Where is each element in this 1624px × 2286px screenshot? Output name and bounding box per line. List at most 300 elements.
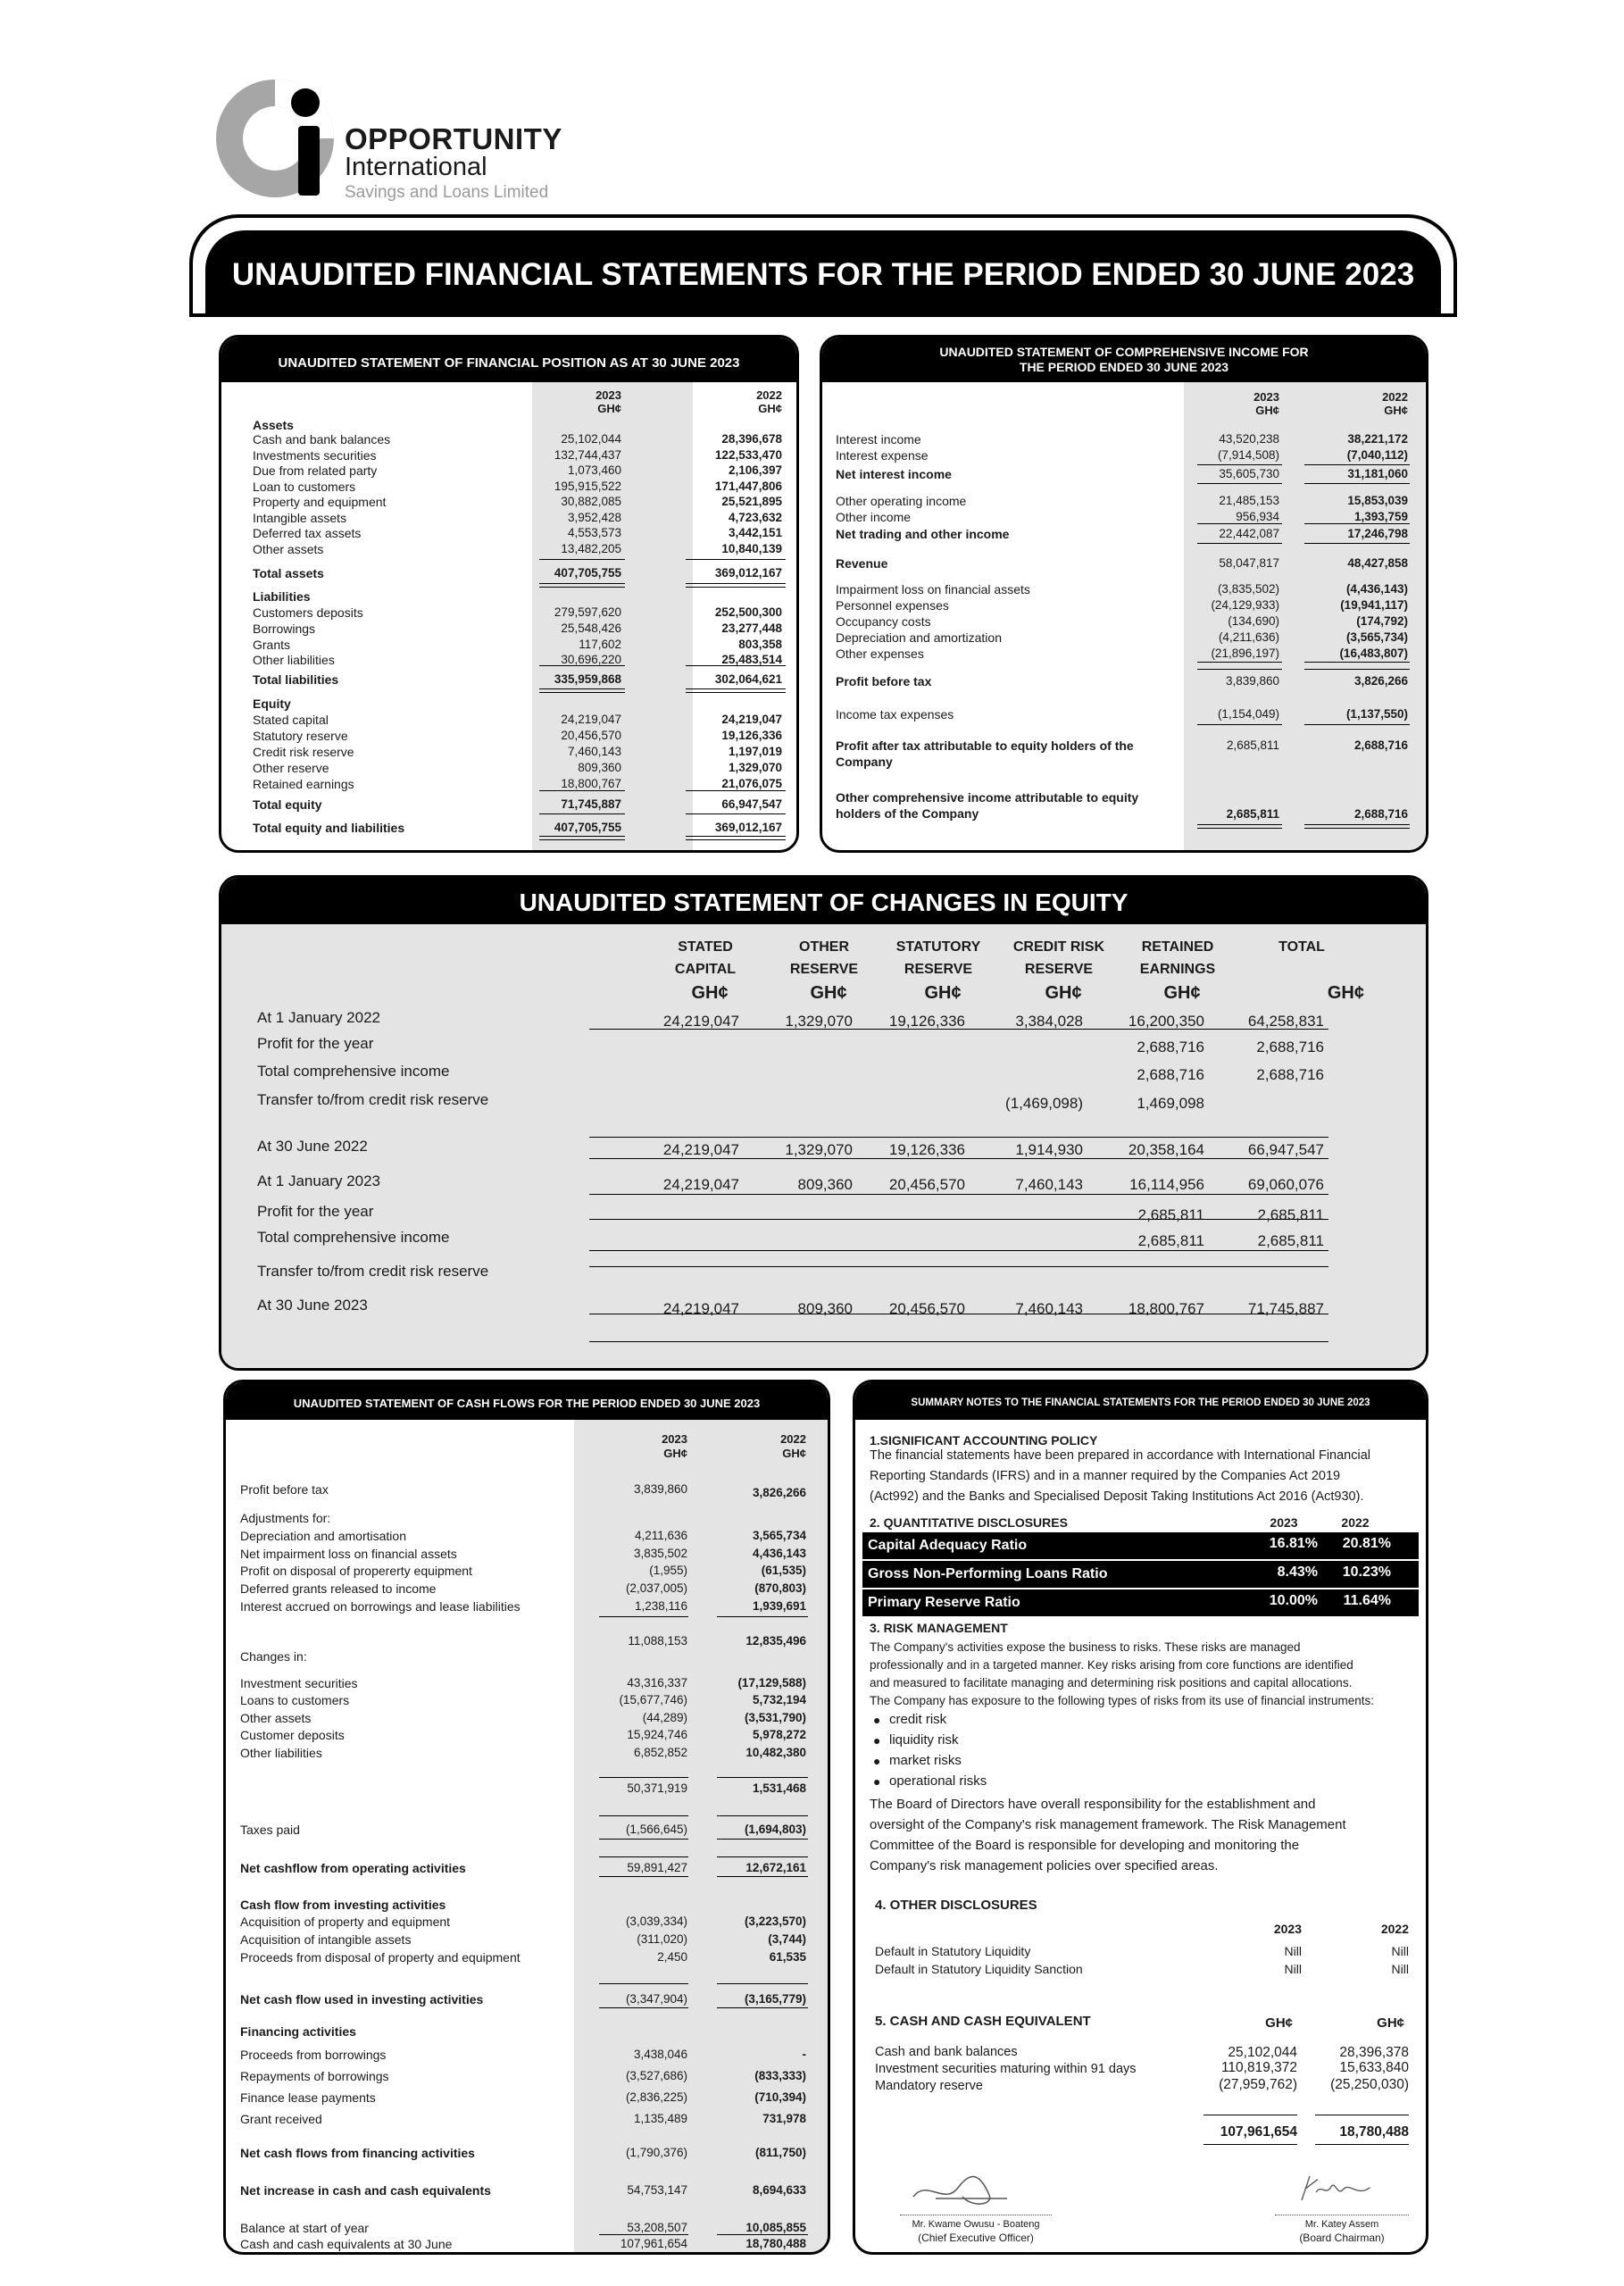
cf-row-value-2022: 731,978: [762, 2112, 806, 2125]
brand-name: OPPORTUNITY: [345, 122, 562, 155]
fp-year-2023: 2023: [595, 388, 621, 402]
ci-title-line1: UNAUDITED STATEMENT OF COMPREHENSIVE INCOME FOR: [939, 345, 1309, 359]
ci-rule: [1197, 662, 1282, 663]
ce-row-label: Profit for the year: [257, 1203, 374, 1220]
ci-row-label: Interest expense: [836, 448, 929, 463]
main-title: UNAUDITED FINANCIAL STATEMENTS FOR THE PERIOD ENDED 30 JUNE 2023: [205, 230, 1441, 313]
ce-col-header-l2: CAPITAL: [674, 962, 737, 977]
chairman-name: Mr. Katey Assem: [1304, 2219, 1379, 2230]
fp-rule: [686, 813, 786, 814]
cf-row-value-2023: (3,039,334): [625, 1915, 687, 1928]
ce-row-value: 1,914,930: [1015, 1141, 1083, 1158]
ce-col-header-l2: RESERVE: [1024, 962, 1094, 977]
ce-row-value: 24,219,047: [662, 1141, 739, 1158]
ci-row-value-2022: (7,040,112): [1346, 448, 1408, 462]
fp-rule: [686, 559, 786, 560]
fp-row-label: Liabilities: [253, 589, 311, 604]
cf-row-label: Adjustments for:: [240, 1511, 331, 1525]
cf-row-value-2023: 43,316,337: [627, 1676, 687, 1689]
fp-rule: [539, 665, 625, 666]
fp-row-label: Total equity: [253, 797, 322, 812]
ratio-label: Capital Adequacy Ratio: [868, 1538, 1028, 1553]
cf-row-value-2022: (3,165,779): [744, 1992, 806, 2006]
changes-in-equity-title: UNAUDITED STATEMENT OF CHANGES IN EQUITY: [221, 878, 1426, 924]
cf-row-value-2023: 3,839,860: [633, 1482, 687, 1496]
cf-row-value-2022: 12,672,161: [745, 1861, 806, 1874]
cf-row-value-2023: 2,450: [657, 1950, 687, 1964]
ce-rule: [589, 1194, 1328, 1195]
ce-row-value: 7,460,143: [1015, 1176, 1083, 1193]
chairman-role: (Board Chairman): [1299, 2232, 1385, 2244]
ce-rule: [589, 1029, 1328, 1030]
fp-rule: [539, 813, 625, 814]
ci-row-value-2022: (3,565,734): [1345, 630, 1408, 644]
cf-row-value-2023: 11,088,153: [628, 1634, 687, 1648]
cf-row-value-2023: 59,891,427: [627, 1861, 687, 1874]
ci-row-label: Occupancy costs: [836, 614, 931, 629]
note4-value-2023: Nill: [1284, 1944, 1302, 1958]
cf-row-value-2022: (17,129,588): [737, 1676, 806, 1689]
ci-rule: [1304, 543, 1410, 544]
ci-row-label-cont: Company: [836, 755, 893, 769]
ci-rule: [1197, 724, 1282, 725]
fp-rule: [686, 583, 786, 584]
cf-row-value-2022: (870,803): [754, 1581, 806, 1595]
ce-row-value: 2,685,811: [1257, 1206, 1324, 1223]
note3-text-line: The Company's activities expose the business to risks. These risks are managed: [870, 1640, 1301, 1654]
cf-col-shade: [574, 1420, 829, 2252]
ce-col-header-l1: CREDIT RISK: [1012, 939, 1105, 955]
cf-rule: [599, 1983, 688, 1984]
fp-cur-2023: GH¢: [597, 402, 621, 415]
ci-row-label: Interest income: [836, 432, 921, 446]
fp-row-value-2022: 1,329,070: [728, 761, 782, 774]
cf-year-2022: 2022: [780, 1432, 806, 1446]
note2-year-2023: 2023: [1270, 1515, 1298, 1530]
fp-row-value-2022: 1,197,019: [728, 745, 782, 758]
fp-row-value-2022: 369,012,167: [714, 821, 782, 834]
cf-row-label: Other assets: [240, 1711, 312, 1725]
fp-row-value-2023: 407,705,755: [554, 821, 621, 834]
fp-rule: [539, 559, 625, 560]
ci-row-value-2022: (4,436,143): [1345, 582, 1408, 596]
ci-rule: [1197, 483, 1282, 484]
fp-rule: [539, 790, 625, 791]
fp-row-value-2023: 25,102,044: [561, 432, 621, 446]
note4-row-label: Default in Statutory Liquidity: [875, 1944, 1031, 1958]
cf-rule: [599, 1815, 688, 1816]
cf-row-value-2023: 15,924,746: [627, 1728, 687, 1741]
cf-row-value-2023: 6,852,852: [633, 1746, 687, 1759]
brand-sub: International: [345, 153, 487, 181]
fp-row-value-2022: 2,106,397: [728, 463, 782, 477]
fp-row-label: Cash and bank balances: [253, 432, 391, 446]
fp-row-label: Equity: [253, 697, 291, 711]
ce-col-currency: GH¢: [1045, 983, 1082, 1003]
ce-row-value: 1,329,070: [785, 1013, 853, 1030]
ce-row-value: 2,685,811: [1257, 1232, 1324, 1249]
cf-rule: [599, 2007, 688, 2008]
fp-row-value-2023: 195,915,522: [554, 480, 621, 493]
ci-row-value-2023: 58,047,817: [1219, 556, 1279, 570]
fp-rule: [686, 790, 786, 791]
cf-row-value-2023: (1,566,645): [625, 1823, 687, 1836]
cf-row-value-2023: 3,438,046: [633, 2048, 687, 2061]
note1-text-line: The financial statements have been prepared in accordance with International Financial: [870, 1448, 1371, 1463]
note1-text-line: (Act992) and the Banks and Specialised Deposit Taking Institutions Act 2016 (Act930).: [870, 1489, 1364, 1504]
note5-total-2023: 107,961,654: [1220, 2124, 1297, 2140]
fp-row-label: Statutory reserve: [253, 729, 348, 743]
cf-row-value-2022: 5,978,272: [752, 1728, 806, 1741]
fp-row-label: Total equity and liabilities: [253, 821, 405, 835]
cf-row-value-2023: 4,211,636: [634, 1529, 687, 1542]
note5-value-2022: 28,396,378: [1339, 2045, 1409, 2060]
note3-text2-line: Company's risk management policies over specified areas.: [870, 1858, 1219, 1873]
ce-rule: [589, 1219, 1328, 1220]
cf-row-label: Balance at start of year: [240, 2221, 369, 2235]
fp-row-value-2022: 25,521,895: [721, 495, 782, 508]
fp-row-value-2023: 13,482,205: [561, 542, 621, 555]
fp-row-label: Assets: [253, 418, 294, 432]
cf-row-label: Acquisition of property and equipment: [240, 1915, 451, 1929]
fp-year-2022: 2022: [756, 388, 782, 402]
cf-row-value-2022: 12,835,496: [745, 1634, 806, 1648]
cf-cur-2023: GH¢: [663, 1447, 687, 1460]
cf-row-label: Investment securities: [240, 1676, 358, 1690]
cf-row-value-2023: 50,371,919: [627, 1781, 687, 1795]
cf-rule: [717, 1815, 808, 1816]
note3-text2-line: The Board of Directors have overall responsibility for the establishment and: [870, 1797, 1316, 1812]
cf-row-label: Finance lease payments: [240, 2090, 376, 2105]
ratio-bar: [862, 1589, 1419, 1616]
ce-row-label: At 1 January 2022: [257, 1009, 380, 1026]
cash-flows-panel: [223, 1380, 830, 2255]
fp-row-value-2022: 25,483,514: [721, 653, 782, 666]
ce-row-value: 2,688,716: [1256, 1039, 1324, 1055]
fp-row-value-2023: 4,553,573: [567, 526, 621, 539]
cf-rule: [717, 2253, 808, 2254]
fp-rule: [686, 587, 786, 588]
note5-value-2022: (25,250,030): [1330, 2077, 1409, 2092]
ci-row-value-2022: (174,792): [1356, 614, 1408, 628]
cf-row-value-2022: 1,939,691: [752, 1599, 806, 1613]
fp-row-value-2023: 132,744,437: [554, 448, 621, 462]
ci-row-label-cont: holders of the Company: [836, 806, 979, 821]
cf-row-value-2022: 61,535: [769, 1950, 806, 1964]
fp-row-value-2022: 28,396,678: [721, 432, 782, 446]
cf-rule: [599, 1616, 688, 1617]
ce-row-label: Total comprehensive income: [257, 1063, 450, 1080]
cf-row-value-2022: 4,436,143: [752, 1547, 806, 1560]
cf-rule: [599, 1856, 688, 1857]
cf-row-value-2022: (1,694,803): [744, 1823, 806, 1836]
cf-row-value-2022: 3,565,734: [752, 1529, 806, 1542]
cf-rule: [717, 2007, 808, 2008]
ce-row-value: 71,745,887: [1247, 1300, 1324, 1317]
cf-row-value-2022: -: [802, 2048, 806, 2061]
cf-row-label: Other liabilities: [240, 1746, 322, 1760]
fp-row-value-2023: 1,073,460: [567, 463, 621, 477]
ce-row-value: 20,358,164: [1128, 1141, 1204, 1158]
ceo-name: Mr. Kwame Owusu - Boateng: [912, 2219, 1040, 2230]
risk-bullet-icon: ●: [873, 1713, 881, 1727]
ce-row-value: 20,456,570: [888, 1300, 965, 1317]
fp-rule: [539, 692, 625, 693]
fp-row-value-2022: 23,277,448: [721, 622, 782, 635]
ci-rule: [1197, 464, 1282, 465]
ci-year-2022: 2022: [1382, 390, 1408, 404]
ce-row-value: 809,360: [797, 1300, 853, 1317]
cf-row-value-2023: 1,238,116: [634, 1599, 687, 1613]
fp-rule: [539, 688, 625, 689]
fp-row-value-2022: 803,358: [738, 638, 782, 651]
fp-rule: [539, 836, 625, 837]
note2-year-2022: 2022: [1341, 1515, 1370, 1530]
cf-row-value-2022: (811,750): [754, 2146, 806, 2159]
ci-row-label: Net interest income: [836, 467, 952, 481]
ci-row-label: Profit before tax: [836, 674, 932, 688]
ci-rule: [1197, 543, 1282, 544]
cf-row-value-2022: (3,531,790): [744, 1711, 806, 1724]
ce-row-label: Total comprehensive income: [257, 1229, 450, 1246]
ratio-value-2022: 10.23%: [1342, 1564, 1391, 1580]
company-logo: [212, 76, 587, 201]
cf-rule: [599, 1839, 688, 1840]
fp-row-value-2023: 3,952,428: [567, 511, 621, 524]
ce-row-label: Profit for the year: [257, 1035, 374, 1052]
cf-row-label: Proceeds from borrowings: [240, 2048, 387, 2062]
ce-row-value: 809,360: [797, 1176, 853, 1193]
ci-row-value-2022: 31,181,060: [1347, 467, 1408, 480]
cf-rule: [599, 1876, 688, 1877]
fp-row-value-2022: 66,947,547: [721, 797, 782, 811]
fp-row-label: Intangible assets: [253, 511, 347, 525]
cf-row-label: Repayments of borrowings: [240, 2069, 389, 2083]
fp-rule: [686, 836, 786, 837]
cf-row-value-2023: (2,836,225): [625, 2090, 687, 2104]
ratio-value-2022: 11.64%: [1343, 1593, 1391, 1608]
fp-row-value-2022: 3,442,151: [728, 526, 782, 539]
ci-row-label: Impairment loss on financial assets: [836, 582, 1030, 597]
cf-row-value-2023: (1,955): [649, 1564, 687, 1577]
ci-row-value-2023: (1,154,049): [1217, 707, 1279, 721]
fp-row-value-2022: 302,064,621: [714, 672, 782, 686]
note2-heading: 2. QUANTITATIVE DISCLOSURES: [870, 1515, 1068, 1530]
ce-row-value: 7,460,143: [1015, 1300, 1083, 1317]
ci-row-value-2022: (16,483,807): [1339, 647, 1408, 660]
cf-row-value-2022: 18,780,488: [745, 2237, 806, 2250]
cf-row-label: Net cashflow from operating activities: [240, 1861, 466, 1875]
cf-row-value-2022: (833,333): [754, 2069, 806, 2082]
cf-rule: [717, 1856, 808, 1857]
fp-row-label: Other assets: [253, 542, 324, 556]
cf-row-label: Financing activities: [240, 2024, 356, 2039]
fp-row-value-2022: 10,840,139: [721, 542, 782, 555]
cf-row-value-2022: 1,531,468: [752, 1781, 806, 1795]
cf-cur-2022: GH¢: [782, 1447, 806, 1460]
changes-in-equity-panel: [219, 875, 1428, 1371]
ce-row-value: (1,469,098): [1005, 1095, 1083, 1112]
note5-total-2022: 18,780,488: [1339, 2124, 1409, 2140]
ce-col-header-l2: RESERVE: [789, 962, 859, 977]
ce-row-value: 2,688,716: [1137, 1039, 1204, 1055]
ci-rule: [1304, 662, 1410, 663]
ci-row-label: Other operating income: [836, 494, 967, 508]
ci-row-label: Net trading and other income: [836, 527, 1010, 541]
ce-row-value: 1,469,098: [1137, 1095, 1204, 1112]
note4-value-2022: Nill: [1391, 1944, 1409, 1958]
cf-row-label: Changes in:: [240, 1649, 307, 1664]
ci-row-label: Other comprehensive income attributable to equity: [836, 790, 1139, 805]
ci-row-value-2022: 1,393,759: [1353, 510, 1408, 523]
note1-heading: 1.SIGNIFICANT ACCOUNTING POLICY: [870, 1433, 1098, 1448]
ci-row-label: Other income: [836, 510, 912, 524]
note5-rule: [1203, 2144, 1297, 2145]
fp-rule: [686, 692, 786, 693]
fp-row-label: Grants: [253, 638, 291, 652]
fp-row-label: Investments securities: [253, 448, 377, 463]
cf-row-label: Grant received: [240, 2112, 322, 2126]
cf-year-2023: 2023: [662, 1432, 687, 1446]
fp-row-value-2022: 21,076,075: [721, 777, 782, 790]
ce-col-currency: GH¢: [1163, 983, 1201, 1003]
ci-row-value-2022: (1,137,550): [1345, 707, 1408, 721]
note5-value-2023: 25,102,044: [1228, 2045, 1297, 2060]
main-title-banner: [189, 214, 1457, 317]
cf-row-label: Net increase in cash and cash equivalents: [240, 2183, 491, 2198]
brand-tagline: Savings and Loans Limited: [345, 183, 549, 202]
ce-col-currency: GH¢: [1327, 983, 1364, 1003]
ce-rule: [589, 1266, 1328, 1267]
cf-rule: [599, 2253, 688, 2254]
fp-rule: [539, 587, 625, 588]
ce-row-label: Transfer to/from credit risk reserve: [257, 1091, 489, 1108]
ceo-role: (Chief Executive Officer): [918, 2232, 1034, 2244]
fp-row-value-2023: 18,800,767: [561, 777, 621, 790]
ratio-label: Primary Reserve Ratio: [868, 1595, 1020, 1610]
note4-value-2023: Nill: [1284, 1962, 1302, 1976]
fp-rule: [539, 583, 625, 584]
ce-row-value: 24,219,047: [662, 1013, 739, 1030]
note4-year-2022: 2022: [1380, 1922, 1409, 1936]
ce-row-value: 24,219,047: [662, 1300, 739, 1317]
cf-row-label: Acquisition of intangible assets: [240, 1932, 412, 1947]
cf-rule: [717, 1876, 808, 1877]
cf-row-label: Profit on disposal of propererty equipment: [240, 1564, 472, 1578]
cf-row-value-2023: (3,527,686): [625, 2069, 687, 2082]
note5-row-label: Investment securities maturing within 91 days: [875, 2062, 1137, 2076]
cf-rule: [599, 2234, 688, 2235]
fp-rule: [686, 688, 786, 689]
fp-rule: [686, 839, 786, 840]
ce-row-value: 2,688,716: [1256, 1066, 1324, 1083]
cf-rule: [717, 1983, 808, 1984]
cf-row-value-2023: 53,208,507: [627, 2221, 687, 2234]
ci-rule: [1197, 824, 1282, 825]
ci-row-value-2023: 22,442,087: [1219, 527, 1279, 540]
cf-row-value-2023: 107,961,654: [620, 2237, 687, 2250]
ce-rule: [589, 1137, 1328, 1138]
ce-row-label: At 1 January 2023: [257, 1172, 380, 1189]
ci-row-label: Depreciation and amortization: [836, 630, 1002, 645]
fp-row-value-2023: 335,959,868: [554, 672, 621, 686]
ce-col-header-l1: RETAINED: [1141, 939, 1214, 955]
cf-row-value-2022: (710,394): [754, 2090, 806, 2104]
ce-row-value: 3,384,028: [1015, 1013, 1083, 1030]
ce-row-value: 2,688,716: [1137, 1066, 1204, 1083]
ci-row-label: Personnel expenses: [836, 598, 949, 613]
note1-text-line: Reporting Standards (IFRS) and in a manner required by the Companies Act 2019: [870, 1469, 1341, 1483]
fp-row-value-2023: 71,745,887: [561, 797, 621, 811]
ce-col-currency: GH¢: [691, 983, 729, 1003]
chairman-signature-icon: [1293, 2168, 1391, 2208]
fp-row-label: Due from related party: [253, 463, 378, 478]
cf-row-value-2023: (1,790,376): [625, 2146, 687, 2159]
fp-row-value-2022: 19,126,336: [721, 729, 782, 742]
risk-item: market risks: [889, 1753, 962, 1768]
ratio-value-2023: 16.81%: [1269, 1536, 1318, 1551]
ratio-value-2023: 8.43%: [1277, 1564, 1318, 1580]
ce-col-header-l1: STATUTORY: [895, 939, 981, 955]
fp-row-value-2023: 809,360: [578, 761, 621, 774]
ci-row-value-2023: (3,835,502): [1217, 582, 1279, 596]
cf-row-label: Customer deposits: [240, 1728, 345, 1742]
ci-row-label: Revenue: [836, 556, 888, 571]
ratio-bar: [862, 1561, 1419, 1588]
fp-row-value-2023: 117,602: [579, 638, 621, 651]
cf-rule: [717, 1616, 808, 1617]
cf-row-value-2022: 10,085,855: [745, 2221, 806, 2234]
ci-row-label: Profit after tax attributable to equity holders of the: [836, 738, 1134, 753]
fp-row-label: Borrowings: [253, 622, 316, 636]
cf-row-label: Loans to customers: [240, 1693, 350, 1707]
ci-rule: [1304, 669, 1410, 670]
fp-row-value-2022: 252,500,300: [714, 605, 782, 619]
ci-row-value-2022: 2,688,716: [1353, 738, 1408, 752]
ce-rule: [589, 1341, 1328, 1342]
ci-row-value-2023: 3,839,860: [1225, 674, 1279, 688]
ci-row-value-2023: (4,211,636): [1218, 630, 1279, 644]
fp-row-value-2023: 24,219,047: [561, 713, 621, 726]
financial-position-panel: [219, 335, 799, 853]
ci-title-line2: THE PERIOD ENDED 30 JUNE 2023: [1019, 360, 1229, 374]
risk-bullet-icon: ●: [873, 1733, 881, 1748]
cf-row-value-2023: (2,037,005): [625, 1581, 687, 1595]
ce-rule: [589, 1250, 1328, 1251]
cf-row-label: Profit before tax: [240, 1482, 329, 1497]
ci-rule: [1304, 724, 1410, 725]
opportunity-logo-icon: [212, 76, 337, 201]
note3-text2-line: Committee of the Board is responsible for developing and monitoring the: [870, 1838, 1300, 1853]
fp-cur-2022: GH¢: [758, 402, 782, 415]
cf-row-value-2023: 1,135,489: [633, 2112, 687, 2125]
fp-row-value-2022: 122,533,470: [714, 448, 782, 462]
fp-row-label: Loan to customers: [253, 480, 356, 494]
ce-row-value: 64,258,831: [1247, 1013, 1324, 1030]
ci-row-value-2023: 43,520,238: [1219, 432, 1279, 446]
ci-row-value-2023: 2,685,811: [1226, 807, 1279, 821]
note5-row-label: Mandatory reserve: [875, 2079, 983, 2093]
ce-row-value: 1,329,070: [785, 1141, 853, 1158]
ce-col-header-l1: STATED: [678, 939, 733, 955]
note3-text2-line: oversight of the Company's risk management framework. The Risk Management: [870, 1817, 1346, 1832]
note5-value-2023: 110,819,372: [1220, 2060, 1297, 2075]
ci-cur-2022: GH¢: [1384, 404, 1408, 417]
fp-row-value-2023: 25,548,426: [561, 622, 621, 635]
fp-row-label: Credit risk reserve: [253, 745, 354, 759]
cf-row-label: Net impairment loss on financial assets: [240, 1547, 457, 1561]
cf-row-value-2022: 3,826,266: [752, 1486, 806, 1499]
